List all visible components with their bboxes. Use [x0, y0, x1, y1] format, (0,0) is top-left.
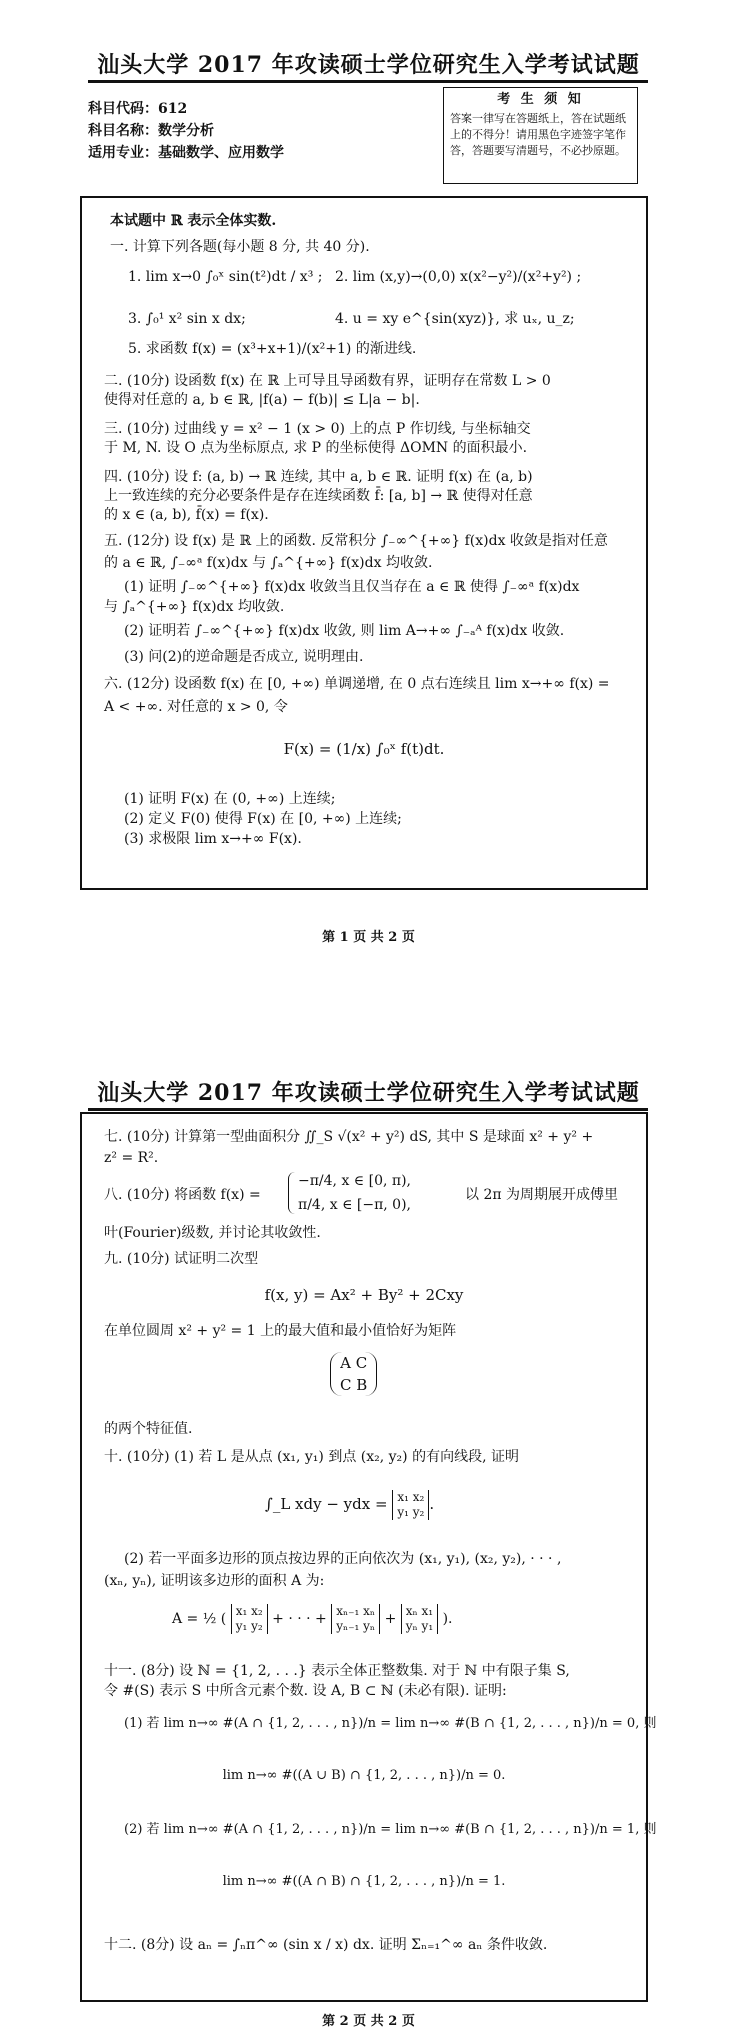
q9-line3: 的两个特征值.	[104, 1421, 193, 1437]
q10-area-det3	[401, 1604, 438, 1634]
q1-part2: 2. lim (x,y)→(0,0) x(x²−y²)/(x²+y²) ;	[335, 269, 582, 285]
q1-part4: 4. u = xy e^{sin(xyz)}, 求 uₓ, u_z;	[335, 311, 575, 327]
q5-line2: 的 a ∈ ℝ, ∫₋∞ᵃ f(x)dx 与 ∫ₐ^{+∞} f(x)dx 均收敛.	[104, 555, 433, 571]
q11-part1-result: lim n→∞ #((A ∪ B) ∩ {1, 2, . . . , n})/n = 0.	[222, 1768, 506, 1783]
q5-part1a: (1) 证明 ∫₋∞^{+∞} f(x)dx 收敛当且仅当存在 a ∈ ℝ 使得 ∫₋∞ᵃ f(x)dx	[124, 579, 580, 595]
q8-suffix: 以 2π 为周期展开成傅里	[465, 1187, 619, 1203]
q1-part3: 3. ∫₀¹ x² sin x dx;	[128, 311, 246, 327]
exam-meta	[88, 98, 284, 164]
notice-body: 答案一律写在答题纸上，答在试题纸上的不得分！请用黑色字迹签字笔作答，答题要写清题号，不必抄原题。	[450, 112, 626, 157]
q1-part5: 5. 求函数 f(x) = (x³+x+1)/(x²+1) 的渐进线.	[128, 341, 417, 357]
q10-area-prefix: A = ½ (	[172, 1611, 227, 1627]
q11-part2-result: lim n→∞ #((A ∩ B) ∩ {1, 2, . . . , n})/n = 1.	[222, 1874, 506, 1889]
exam-title-2: 汕头大学 2017 年攻读硕士学位研究生入学考试试题	[97, 1080, 640, 1106]
q10-area-det1-row1: x₁ x₂	[235, 1604, 263, 1618]
q10-part2-line1: (2) 若一平面多边形的顶点按边界的正向依次为 (x₁, y₁), (x₂, y₂), · · · ,	[124, 1551, 562, 1567]
q5-line1: 五. (12分) 设 f(x) 是 ℝ 上的函数. 反常积分 ∫₋∞^{+∞} f(x)dx 收敛是指对任意	[104, 533, 608, 549]
q11-line1: 十一. (8分) 设 ℕ = {1, 2, . . .} 表示全体正整数集. 对于 ℕ 中有限子集 S,	[104, 1663, 570, 1679]
q11-part2: (2) 若 lim n→∞ #(A ∩ {1, 2, . . . , n})/n = lim n→∞ #(B ∩ {1, 2, . . . , n})/n = 1, 则	[124, 1822, 657, 1837]
q11-line2: 令 #(S) 表示 S 中所含元素个数. 设 A, B ⊂ ℕ (未必有限). 证明:	[104, 1683, 507, 1699]
q10-det-row1: x₁ x₂	[397, 1490, 425, 1504]
q7-line2: z² = R².	[104, 1150, 159, 1166]
q9-matrix-row1: A C	[340, 1354, 368, 1372]
q8-brace	[288, 1172, 295, 1214]
title-rule-2	[88, 1108, 648, 1111]
q5-part2: (2) 证明若 ∫₋∞^{+∞} f(x)dx 收敛, 则 lim A→+∞ ∫₋ₐᴬ f(x)dx 收敛.	[124, 623, 565, 639]
q2-line1: 二. (10分) 设函数 f(x) 在 ℝ 上可导且导函数有界，证明存在常数 L > 0	[104, 373, 551, 389]
q9-heading: 九. (10分) 试证明二次型	[104, 1251, 259, 1267]
q4-line1: 四. (10分) 设 f: (a, b) → ℝ 连续, 其中 a, b ∈ ℝ. 证明 f(x) 在 (a, b)	[104, 469, 533, 485]
q6-part2: (2) 定义 F(0) 使得 F(x) 在 [0, +∞) 上连续;	[124, 811, 402, 827]
q1-heading: 一. 计算下列各题(每小题 8 分, 共 40 分).	[110, 239, 370, 255]
q6-part1: (1) 证明 F(x) 在 (0, +∞) 上连续;	[124, 791, 336, 807]
title-rule	[88, 80, 648, 83]
q10-area-suffix: ).	[442, 1611, 453, 1627]
q4-line3: 的 x ∈ (a, b), f̄(x) = f(x).	[104, 507, 269, 523]
q3-line1: 三. (10分) 过曲线 y = x² − 1 (x > 0) 上的点 P 作切线, 与坐标轴交	[104, 421, 531, 437]
q10-area-ellipsis: + · · · +	[272, 1611, 327, 1627]
page-number-1: 第 1 页 共 2 页	[322, 930, 415, 945]
q6-line2: A < +∞. 对任意的 x > 0, 令	[104, 699, 288, 715]
q10-area-plus: +	[384, 1611, 397, 1627]
q10-line1: 十. (10分) (1) 若 L 是从点 (x₁, y₁) 到点 (x₂, y₂) 的有向线段, 证明	[104, 1449, 519, 1465]
q8-line2: 叶(Fourier)级数, 并讨论其收敛性.	[104, 1225, 321, 1241]
q4-line2: 上一致连续的充分必要条件是存在连续函数 f̄: [a, b] → ℝ 使得对任意	[104, 488, 533, 504]
q10-det-row2: y₁ y₂	[397, 1505, 425, 1519]
q1-part1: 1. lim x→0 ∫₀ˣ sin(t²)dt / x³ ;	[128, 269, 323, 285]
candidate-notice	[443, 87, 638, 184]
q9-matrix	[330, 1352, 377, 1396]
q9-line2: 在单位圆周 x² + y² = 1 上的最大值和最小值恰好为矩阵	[104, 1323, 457, 1339]
q10-area-det2-row2: yₙ₋₁ yₙ	[336, 1619, 376, 1633]
q10-area-det2-row1: xₙ₋₁ xₙ	[336, 1604, 376, 1618]
q8-prefix: 八. (10分) 将函数 f(x) =	[104, 1187, 261, 1203]
q6-formula: F(x) = (1/x) ∫₀ˣ f(t)dt.	[283, 740, 445, 758]
q8-case1: −π/4, x ∈ [0, π),	[298, 1173, 411, 1189]
q10-area-det3-row2: yₙ y₁	[405, 1619, 434, 1633]
q10-area-det1	[231, 1604, 268, 1634]
q10-area-det2	[331, 1604, 380, 1634]
q5-part3: (3) 问(2)的逆命题是否成立, 说明理由.	[124, 649, 364, 665]
q7-line1: 七. (10分) 计算第一型曲面积分 ∬_S √(x² + y²) dS, 其中 S 是球面 x² + y² +	[104, 1129, 594, 1145]
q3-line2: 于 M, N. 设 O 点为坐标原点, 求 P 的坐标使得 ΔOMN 的面积最小.	[104, 440, 528, 456]
q10-determinant	[392, 1490, 429, 1520]
q10-area-formula	[172, 1604, 453, 1634]
q10-part2-line2: (xₙ, yₙ), 证明该多边形的面积 A 为:	[104, 1573, 325, 1589]
exam-page-2	[0, 1050, 737, 2040]
q10-area-det1-row2: y₁ y₂	[235, 1619, 263, 1633]
q2-line2: 使得对任意的 a, b ∈ ℝ, |f(a) − f(b)| ≤ L|a − b|.	[104, 392, 420, 408]
subject-code: 科目代码：612	[88, 101, 188, 117]
notice-heading: 考 生 须 知	[497, 92, 584, 107]
q10-area-det3-row1: xₙ x₁	[405, 1604, 434, 1618]
q8-case2: π/4, x ∈ [−π, 0),	[298, 1197, 411, 1213]
applicable-major: 适用专业：基础数学、应用数学	[88, 145, 284, 161]
q10-formula: ∫_L xdy − ydx = x₁ x₂ y₁ y₂ .	[265, 1490, 435, 1519]
q11-part1: (1) 若 lim n→∞ #(A ∩ {1, 2, . . . , n})/n = lim n→∞ #(B ∩ {1, 2, . . . , n})/n = 0, 则	[124, 1716, 657, 1731]
subject-name: 科目名称：数学分析	[88, 123, 214, 139]
q9-matrix-row2: C B	[340, 1376, 368, 1394]
q5-part1b: 与 ∫ₐ^{+∞} f(x)dx 均收敛.	[104, 599, 285, 615]
exam-title: 汕头大学 2017 年攻读硕士学位研究生入学考试试题	[97, 52, 640, 78]
intro-line: 本试题中 ℝ 表示全体实数.	[110, 213, 277, 229]
q10-integral: ∫_L xdy − ydx =	[265, 1495, 388, 1513]
q6-line1: 六. (12分) 设函数 f(x) 在 [0, +∞) 单调递增, 在 0 点右连续且 lim x→+∞ f(x) =	[104, 676, 610, 692]
page-number-2: 第 2 页 共 2 页	[322, 2014, 415, 2029]
q9-formula: f(x, y) = Ax² + By² + 2Cxy	[264, 1286, 464, 1304]
exam-page-1	[0, 0, 737, 1000]
q12: 十二. (8分) 设 aₙ = ∫ₙπ^∞ (sin x / x) dx. 证明 Σₙ₌₁^∞ aₙ 条件收敛.	[104, 1937, 548, 1953]
q6-part3: (3) 求极限 lim x→+∞ F(x).	[124, 831, 302, 847]
